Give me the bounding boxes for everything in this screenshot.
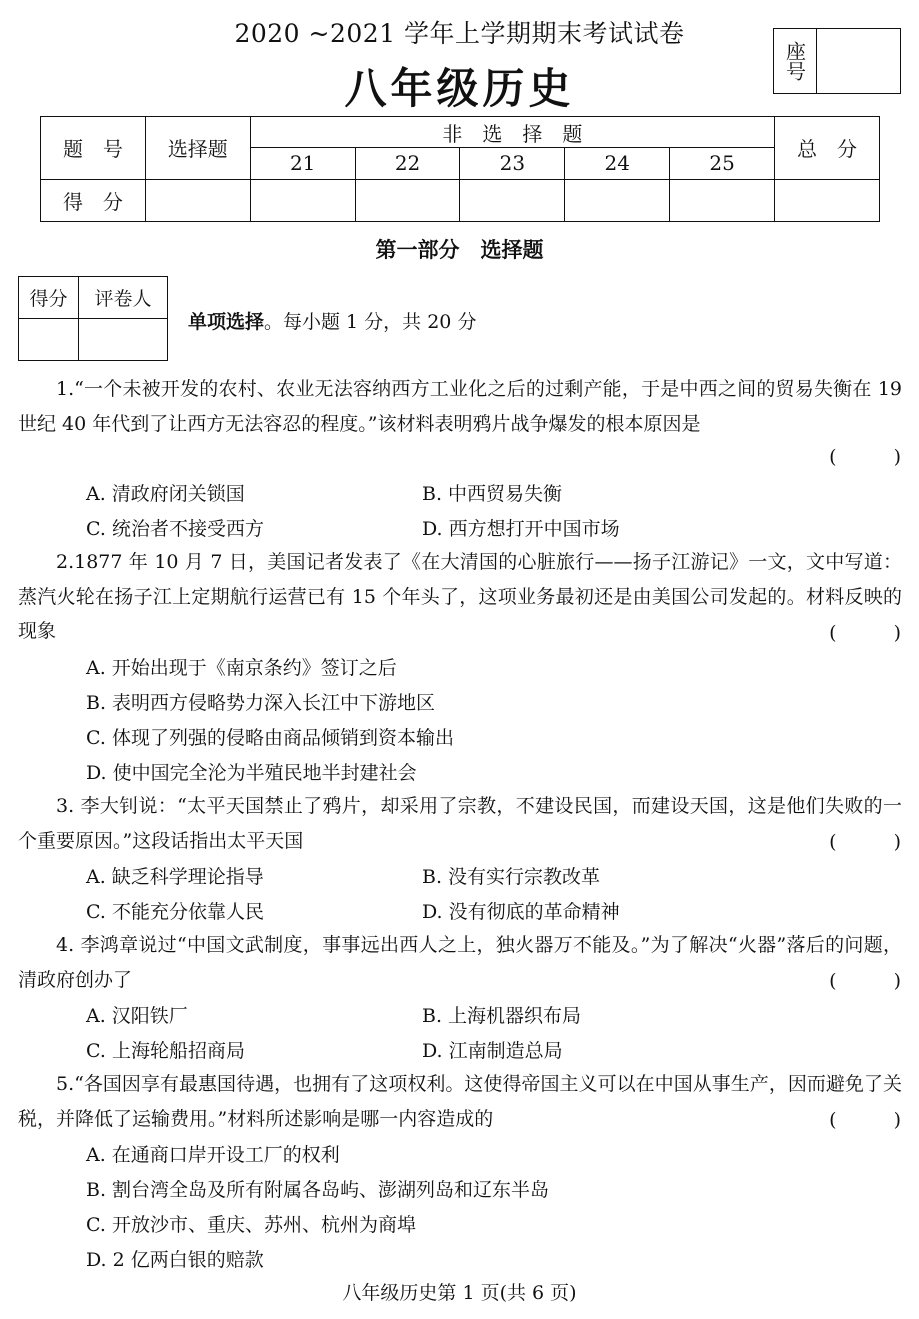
score-cell[interactable] xyxy=(145,179,250,221)
question-stem: 3. 李大钊说：“太平天国禁止了鸦片，却采用了宗教，不建设民国，而建设天国，这是他们失败的一个重要原因。”这段话指出太平天国 xyxy=(18,795,902,852)
question-option: B. 表明西方侵略势力深入长江中下游地区 xyxy=(86,692,436,714)
grader-score-cell[interactable] xyxy=(19,319,79,361)
question-stem: 5.“各国因享有最惠国待遇，也拥有了这项权利。这使得帝国主义可以在中国从事生产，因而避免了关税，并降低了运输费用。”材料所述影响是哪一内容造成的 xyxy=(18,1073,902,1130)
section-title: 第一部分 选择题 xyxy=(375,238,544,262)
grader-name-label: 评卷人 xyxy=(78,277,167,319)
answer-bracket[interactable]: ( ) xyxy=(829,970,901,992)
instructions-bold: 单项选择 xyxy=(188,311,265,333)
seat-number-box xyxy=(773,28,901,94)
score-table xyxy=(40,116,880,222)
page-footer: 八年级历史第 1 页(共 6 页) xyxy=(342,1282,577,1304)
question-option: A. 缺乏科学理论指导 xyxy=(86,866,264,888)
score-row-label: 得 分 xyxy=(41,179,146,221)
score-cell[interactable] xyxy=(460,179,565,221)
question-option: A. 清政府闭关锁国 xyxy=(86,483,245,505)
question-option: D. 江南制造总局 xyxy=(422,1040,563,1062)
question-option: D. 西方想打开中国市场 xyxy=(422,518,620,540)
total-header: 总 分 xyxy=(775,117,880,180)
score-cell[interactable] xyxy=(565,179,670,221)
question-stem: 4. 李鸿章说过“中国文武制度，事事远出西人之上，独火器万不能及。”为了解决“火器”落后的问题，清政府创办了 xyxy=(18,934,902,991)
question-option: B. 上海机器织布局 xyxy=(422,1005,582,1027)
question-stem: 1.“一个未被开发的农村、农业无法容纳西方工业化之后的过剩产能，于是中西之间的贸易失衡在 19 世纪 40 年代到了让西方无法容忍的程度。”该材料表明鸦片战争爆发的根本原因是 xyxy=(18,378,902,435)
question-option: A. 开始出现于《南京条约》签订之后 xyxy=(86,657,397,679)
answer-bracket[interactable]: ( ) xyxy=(829,622,901,644)
grader-score-label: 得分 xyxy=(19,277,79,319)
question-option: B. 没有实行宗教改革 xyxy=(422,866,601,888)
answer-bracket[interactable]: ( ) xyxy=(829,1109,901,1131)
seat-number-field[interactable] xyxy=(817,29,900,93)
score-cell[interactable] xyxy=(670,179,775,221)
question-option: B. 中西贸易失衡 xyxy=(422,483,563,505)
question-number-header: 25 xyxy=(670,148,775,179)
grader-box xyxy=(18,276,168,361)
choice-header: 选择题 xyxy=(145,117,250,180)
question-option: C. 上海轮船招商局 xyxy=(86,1040,245,1062)
answer-bracket[interactable]: ( ) xyxy=(829,831,901,853)
question-stem: 2.1877 年 10 月 7 日，美国记者发表了《在大清国的心脏旅行——扬子江游记》一文，文中写道：蒸汽火轮在扬子江上定期航行运营已有 15 个年头了，这项业务最初还是由美国公司发起的。材料反映的现象 xyxy=(18,551,902,642)
question-number-header: 23 xyxy=(460,148,565,179)
score-row-label-number: 题 号 xyxy=(41,117,146,180)
question-option: A. 在通商口岸开设工厂的权利 xyxy=(86,1144,340,1166)
score-cell[interactable] xyxy=(355,179,460,221)
question-option: D. 没有彻底的革命精神 xyxy=(422,901,620,923)
question-option: D. 使中国完全沦为半殖民地半封建社会 xyxy=(86,762,417,784)
instructions xyxy=(188,307,476,334)
question-option: D. 2 亿两白银的赔款 xyxy=(86,1249,264,1271)
question-option: C. 开放沙市、重庆、苏州、杭州为商埠 xyxy=(86,1214,416,1236)
question-option: B. 割台湾全岛及所有附属各岛屿、澎湖列岛和辽东半岛 xyxy=(86,1179,550,1201)
score-cell[interactable] xyxy=(775,179,880,221)
question-number-header: 21 xyxy=(250,148,355,179)
non-choice-header: 非 选 择 题 xyxy=(250,117,774,148)
instructions-text: 。每小题 1 分，共 20 分 xyxy=(264,311,477,333)
question-option: C. 统治者不接受西方 xyxy=(86,518,264,540)
grader-name-cell[interactable] xyxy=(78,319,167,361)
answer-bracket[interactable]: ( ) xyxy=(829,446,901,468)
exam-title: 2020 ~2021 学年上学期期末考试试卷 xyxy=(234,19,685,48)
question-option: C. 体现了列强的侵略由商品倾销到资本输出 xyxy=(86,727,454,749)
question-number-header: 22 xyxy=(355,148,460,179)
score-cell[interactable] xyxy=(250,179,355,221)
question-option: A. 汉阳铁厂 xyxy=(86,1005,188,1027)
seat-label: 座号 xyxy=(774,29,817,93)
subject-title: 八年级历史 xyxy=(344,64,575,113)
question-option: C. 不能充分依靠人民 xyxy=(86,901,264,923)
question-number-header: 24 xyxy=(565,148,670,179)
